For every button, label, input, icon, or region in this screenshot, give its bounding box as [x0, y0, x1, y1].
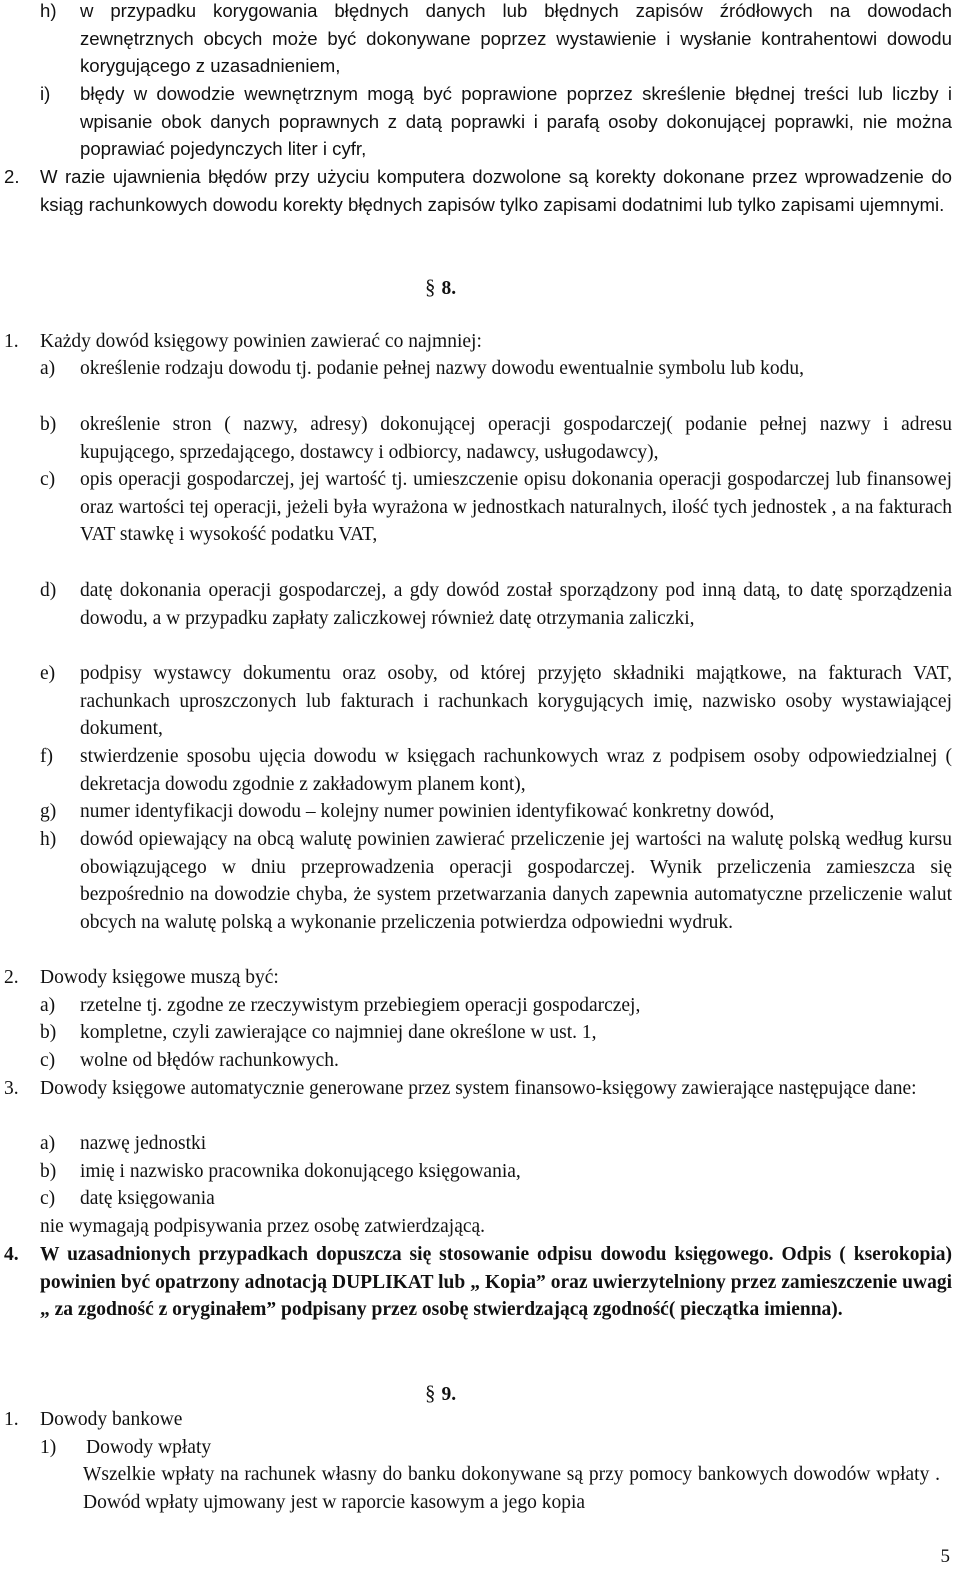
- list-item-h: [0, 0, 952, 80]
- list-item-text: numer identyfikacji dowodu – kolejny numer powinien identyfikować konkretny dowód,: [80, 801, 775, 822]
- paragraph-number: 2.: [4, 166, 20, 187]
- list-item-d: [0, 577, 952, 632]
- paragraph-text: W uzasadnionych przypadkach dopuszcza się stosowanie odpisu dowodu księgowego. Odpis ( kserokopia) powinien być opatrzony adnotacją DUPLIKAT lub „ Kopia” oraz uwierzytelniony przez zamieszczenie uwagi „ za zgodność z oryginałem” podpisany przez osobę stwierdzającą zgodność( pieczątka imienna).: [40, 1244, 952, 1321]
- list-marker: b): [40, 1161, 57, 1182]
- paragraph-number: 1.: [4, 1409, 19, 1430]
- list-item-text: w przypadku korygowania błędnych danych lub błędnych zapisów źródłowych na dowodach zewnętrznych obcych może być dokonywane poprzez wystawienie i wysłanie kontrahentowi dowodu korygującego z uzasadnieniem,: [80, 0, 952, 77]
- section-sign: §: [425, 1381, 436, 1405]
- list-item-text: imię i nazwisko pracownika dokonującego księgowania,: [80, 1161, 521, 1182]
- list-marker: c): [40, 1188, 56, 1209]
- section-number: 9.: [441, 1384, 457, 1405]
- subparagraph-title: Dowody wpłaty: [86, 1437, 212, 1458]
- list-marker: b): [40, 414, 57, 435]
- section-number: 8.: [441, 278, 457, 299]
- paragraph-number: 3.: [4, 1078, 19, 1099]
- paragraph-2-corrections: [0, 163, 952, 218]
- list-item-b: [0, 1158, 952, 1186]
- subparagraph-1: [0, 1434, 952, 1462]
- list-marker: h): [40, 829, 57, 850]
- list-item-i: [0, 80, 952, 163]
- paragraph-1: [0, 328, 952, 356]
- paragraph-text: Dowody księgowe automatycznie generowane przez system finansowo-księgowy zawierające następujące dane:: [40, 1078, 917, 1099]
- list-item-text: określenie rodzaju dowodu tj. podanie pełnej nazwy dowodu ewentualnie symbolu lub kodu,: [80, 358, 805, 379]
- list-marker: a): [40, 1133, 56, 1154]
- subparagraph-text-block: [0, 1461, 940, 1516]
- list-marker: e): [40, 663, 56, 684]
- list-marker: a): [40, 995, 56, 1016]
- list-item-text: nazwę jednostki: [80, 1133, 207, 1154]
- paragraph-number: 1.: [4, 331, 19, 352]
- paragraph-number: 2.: [4, 967, 19, 988]
- list-item-a: [0, 1130, 952, 1158]
- list-item-c: [0, 1185, 952, 1213]
- list-item-b: [0, 411, 952, 466]
- list-marker: h): [40, 0, 57, 21]
- paragraph-2: [0, 964, 952, 992]
- list-item-text: określenie stron ( nazwy, adresy) dokonującej operacji gospodarczej( podanie pełnej nazwy i adresu kupującego, sprzedającego, dostawcy i odbiorcy, nadawcy, usługodawcy),: [80, 414, 952, 463]
- list-marker: c): [40, 469, 56, 490]
- list-marker: i): [40, 83, 51, 104]
- paragraph-text: Każdy dowód księgowy powinien zawierać co najmniej:: [40, 331, 482, 352]
- list-item-c: [0, 1047, 952, 1075]
- list-marker: b): [40, 1022, 57, 1043]
- paragraph-text: W razie ujawnienia błędów przy użyciu komputera dozwolone są korekty dokonane przez wprowadzenie do ksiąg rachunkowych dowodu korekty błędnych zapisów tylko zapisami dodatnimi lub tylko zapisami ujemnymi.: [40, 166, 952, 215]
- paragraph-4: [0, 1241, 952, 1324]
- list-item-e: [0, 660, 952, 743]
- list-marker: 1): [40, 1437, 57, 1458]
- paragraph-text: nie wymagają podpisywania przez osobę zatwierdzającą.: [40, 1216, 486, 1237]
- list-item-a: [0, 992, 952, 1020]
- list-marker: f): [40, 746, 53, 767]
- page-number: 5: [940, 1546, 950, 1568]
- list-marker: c): [40, 1050, 56, 1071]
- list-item-f: [0, 743, 952, 798]
- list-marker: g): [40, 801, 57, 822]
- list-item-text: kompletne, czyli zawierające co najmniej dane określone w ust. 1,: [80, 1022, 597, 1043]
- list-item-text: wolne od błędów rachunkowych.: [80, 1050, 339, 1071]
- list-item-a: [0, 355, 952, 383]
- list-item-text: stwierdzenie sposobu ujęcia dowodu w księgach rachunkowych wraz z podpisem osoby odpowiedzialnej ( dekretacja dowodu zgodnie z zakładowym planem kont),: [80, 746, 952, 795]
- paragraph-3-closing: [0, 1213, 952, 1241]
- paragraph-text: Dowody księgowe muszą być:: [40, 967, 279, 988]
- list-item-text: dowód opiewający na obcą walutę powinien zawierać przeliczenie jej wartości na walutę polską według kursu obowiązującego w dniu przeprowadzenia operacji gospodarczej. Wynik przeliczenia zamieszcza się bezpośrednio na dowodzie chyba, że system przetwarzania danych zapewnia automatyczne przeliczenie walut obcych na walutę polską a wykonanie przeliczenia potwierdza odpowiedni wydruk.: [80, 829, 952, 933]
- list-item-text: podpisy wystawcy dokumentu oraz osoby, od której przyjęto składniki majątkowe, na fakturach VAT, rachunkach uproszczonych lub fakturach i rachunkach korygujących imię, nazwisko osoby wystawiającej dokument,: [80, 663, 952, 740]
- section-sign: §: [425, 275, 436, 299]
- list-item-b: [0, 1019, 952, 1047]
- paragraph-text: Wszelkie wpłaty na rachunek własny do banku dokonywane są przy pomocy bankowych dowodów wpłaty . Dowód wpłaty ujmowany jest w raporcie kasowym a jego kopia: [83, 1464, 940, 1513]
- paragraph-number: 4.: [4, 1244, 19, 1265]
- list-item-text: datę dokonania operacji gospodarczej, a gdy dowód został sporządzony pod inną datą, to datę sporządzenia dowodu, a w przypadku zapłaty zaliczkowej również datę otrzymania zaliczki,: [80, 580, 952, 629]
- paragraph-text: Dowody bankowe: [40, 1409, 183, 1430]
- paragraph-1: [0, 1406, 952, 1434]
- list-marker: d): [40, 580, 57, 601]
- section-8-heading: [425, 274, 456, 303]
- list-item-h-currency: [0, 826, 952, 936]
- list-item-c: [0, 466, 952, 549]
- list-item-text: opis operacji gospodarczej, jej wartość tj. umieszczenie opisu dokonania operacji gospodarczej lub finansowej oraz wartości tej operacji, jeżeli była wyrażona w jednostkach naturalnych, ilość tych jednostek , a na fakturach VAT stawkę i wysokość podatku VAT,: [80, 469, 952, 546]
- list-item-text: błędy w dowodzie wewnętrznym mogą być poprawione poprzez skreślenie błędnej treści lub liczby i wpisanie obok danych poprawnych z datą poprawki i parafą osoby dokonującej poprawki, nie można poprawiać pojedynczych liter i cyfr,: [80, 83, 952, 160]
- paragraph-3: [0, 1075, 952, 1103]
- list-item-g: [0, 798, 952, 826]
- list-marker: a): [40, 358, 56, 379]
- list-item-text: datę księgowania: [80, 1188, 215, 1209]
- section-9-heading: [425, 1380, 456, 1409]
- list-item-text: rzetelne tj. zgodne ze rzeczywistym przebiegiem operacji gospodarczej,: [80, 995, 641, 1016]
